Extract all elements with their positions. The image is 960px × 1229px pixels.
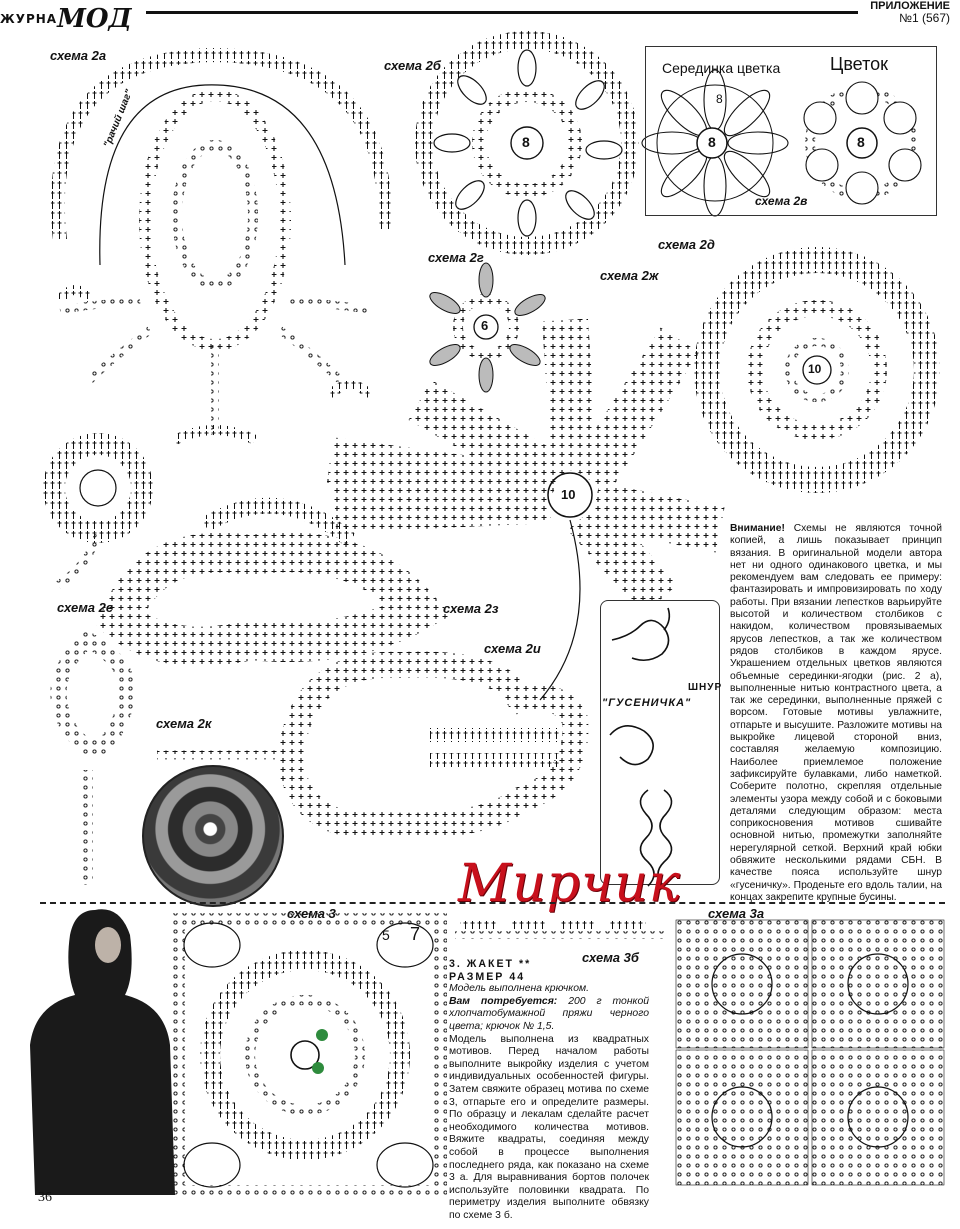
masthead-big: МОД [57,4,132,34]
label-scheme-2g: схема 2г [428,250,484,265]
flower-number: 8 [857,134,865,150]
jacket-needed-label: Вам потребуется: [449,995,558,1007]
flower-title: Цветок [830,54,889,74]
jacket-body: Модель выполнена из квадратных мотивов. Перед началом работы выполните выкройку изделия с учетом индивидуальных особенностей фигуры. Затем свяжите образец мотива по схеме 3, отпарьте его и определите размеры. По образцу и лекалам сделайте расчет необходимого количества мотивов. Вяжите квадраты, соединяя между собой в процессе выполнения последнего ряда, как показано на схеме 3 а. Для выравнивания бортов полочек используйте половинки квадрата. По периметру изделия выполните обвязку по схеме 3 б. [449,1033,649,1221]
scheme-3-number-7: 7 [410,924,421,944]
scheme-3a-diagram [676,920,944,1185]
label-scheme-2z: схема 2з [443,601,499,616]
scheme-3-diagram [178,920,440,1192]
label-scheme-3: схема 3 [287,906,336,921]
attention-lead: Внимание! [730,523,785,534]
label-scheme-2zh: схема 2ж [600,268,659,283]
caterpillar-label: "ГУСЕНИЧКА" [602,697,692,709]
jacket-needed-text: 200 г тонкой хлопчатобумажной пряжи черного цвета; крючок № 1,5. [449,995,650,1032]
scheme-2e-diagram [58,640,127,885]
jacket-model-line: Модель выполнена крючком. [449,983,590,995]
label-scheme-2k: схема 2к [156,716,212,731]
scheme-3-number-5: 5 [382,927,390,943]
model-figure [30,909,175,1195]
masthead-prefix: ЖУРНА [0,12,58,26]
section-separator [40,902,945,904]
small-flower-diagram [54,444,142,585]
flower-center-number-small: 8 [716,92,723,106]
jacket-instructions [449,958,649,1222]
issue-number: №1 (567) [899,11,950,25]
cord-label: ШНУР [688,682,723,693]
brand-signature: Мирчик [458,854,681,914]
attention-note [730,523,942,904]
label-scheme-2i: схема 2и [484,641,541,656]
label-scheme-2b: схема 2б [384,58,441,73]
label-scheme-2d: схема 2д [658,237,715,252]
jacket-size: РАЗМЕР 44 [449,970,526,983]
scheme-3b-diagram [455,925,665,935]
label-scheme-2v: схема 2в [755,194,808,208]
crab-stitch-label: "рачий шаг" [102,88,136,150]
flower-center-title: Серединка цветка [662,60,781,76]
label-scheme-3b: схема 3б [582,950,639,965]
label-scheme-2e: схема 2е [57,600,114,615]
page-number: 36 [38,1190,52,1205]
label-scheme-2a: схема 2а [50,48,107,63]
supplement-label: ПРИЛОЖЕНИЕ [870,0,950,12]
cord-box [600,600,723,885]
scheme-2zh-center-number: 10 [561,487,576,502]
label-scheme-3a: схема 3а [708,906,765,921]
scheme-2a-diagram [58,55,385,440]
attention-body: Схемы не являются точной копией, а лишь показывает принцип вязания. В оригинальной модели автора нет ни одного одинакового цветка, и мы рекомендуем вам следовать ее примеру: фантазировать и импровизировать по ходу работы. При вязании лепестков варьируйте высотой и количеством столбиков с накидом, количеством провязываемых ярусов лепестков, а так же количеством рядов столбиков в каждом ярусе. Украшением отдельных цветков являются объемные серединки-ягодки (рис. 2 а), выполненные нитью контрастного цвета, а так же серединки, выполненные пряжей с ворсом. Готовые мотивы увлажните, отпарьте и высушите. Разложите мотивы на выкройке лицевой стороной вниз, составляя желаемую композицию. Наиболее приемлемое положение зафиксируйте булавками, либо наметкой. Соберите полотно, скрепляя отдельные элементы узора между собой и с боковыми деталями следующим образом: места соприкосновения мотивов сшивайте основной нитью, промежутки заполняйте нерегулярной сеткой. Верхний край юбки обвяжите несколькими рядами СБН. В качестве пояса используйте шнур «гусеничку». Проденьте его вдоль талии, на концах закрепите крупные бусины. [730,523,942,903]
scheme-2b-center-number: 8 [522,134,530,150]
scheme-2g-center-number: 6 [481,318,489,333]
flower-center-number: 8 [708,134,716,150]
flower-photo [142,765,284,907]
scheme-2d-center-number: 10 [808,362,822,376]
jacket-title: 3. ЖАКЕТ ** [449,958,532,970]
